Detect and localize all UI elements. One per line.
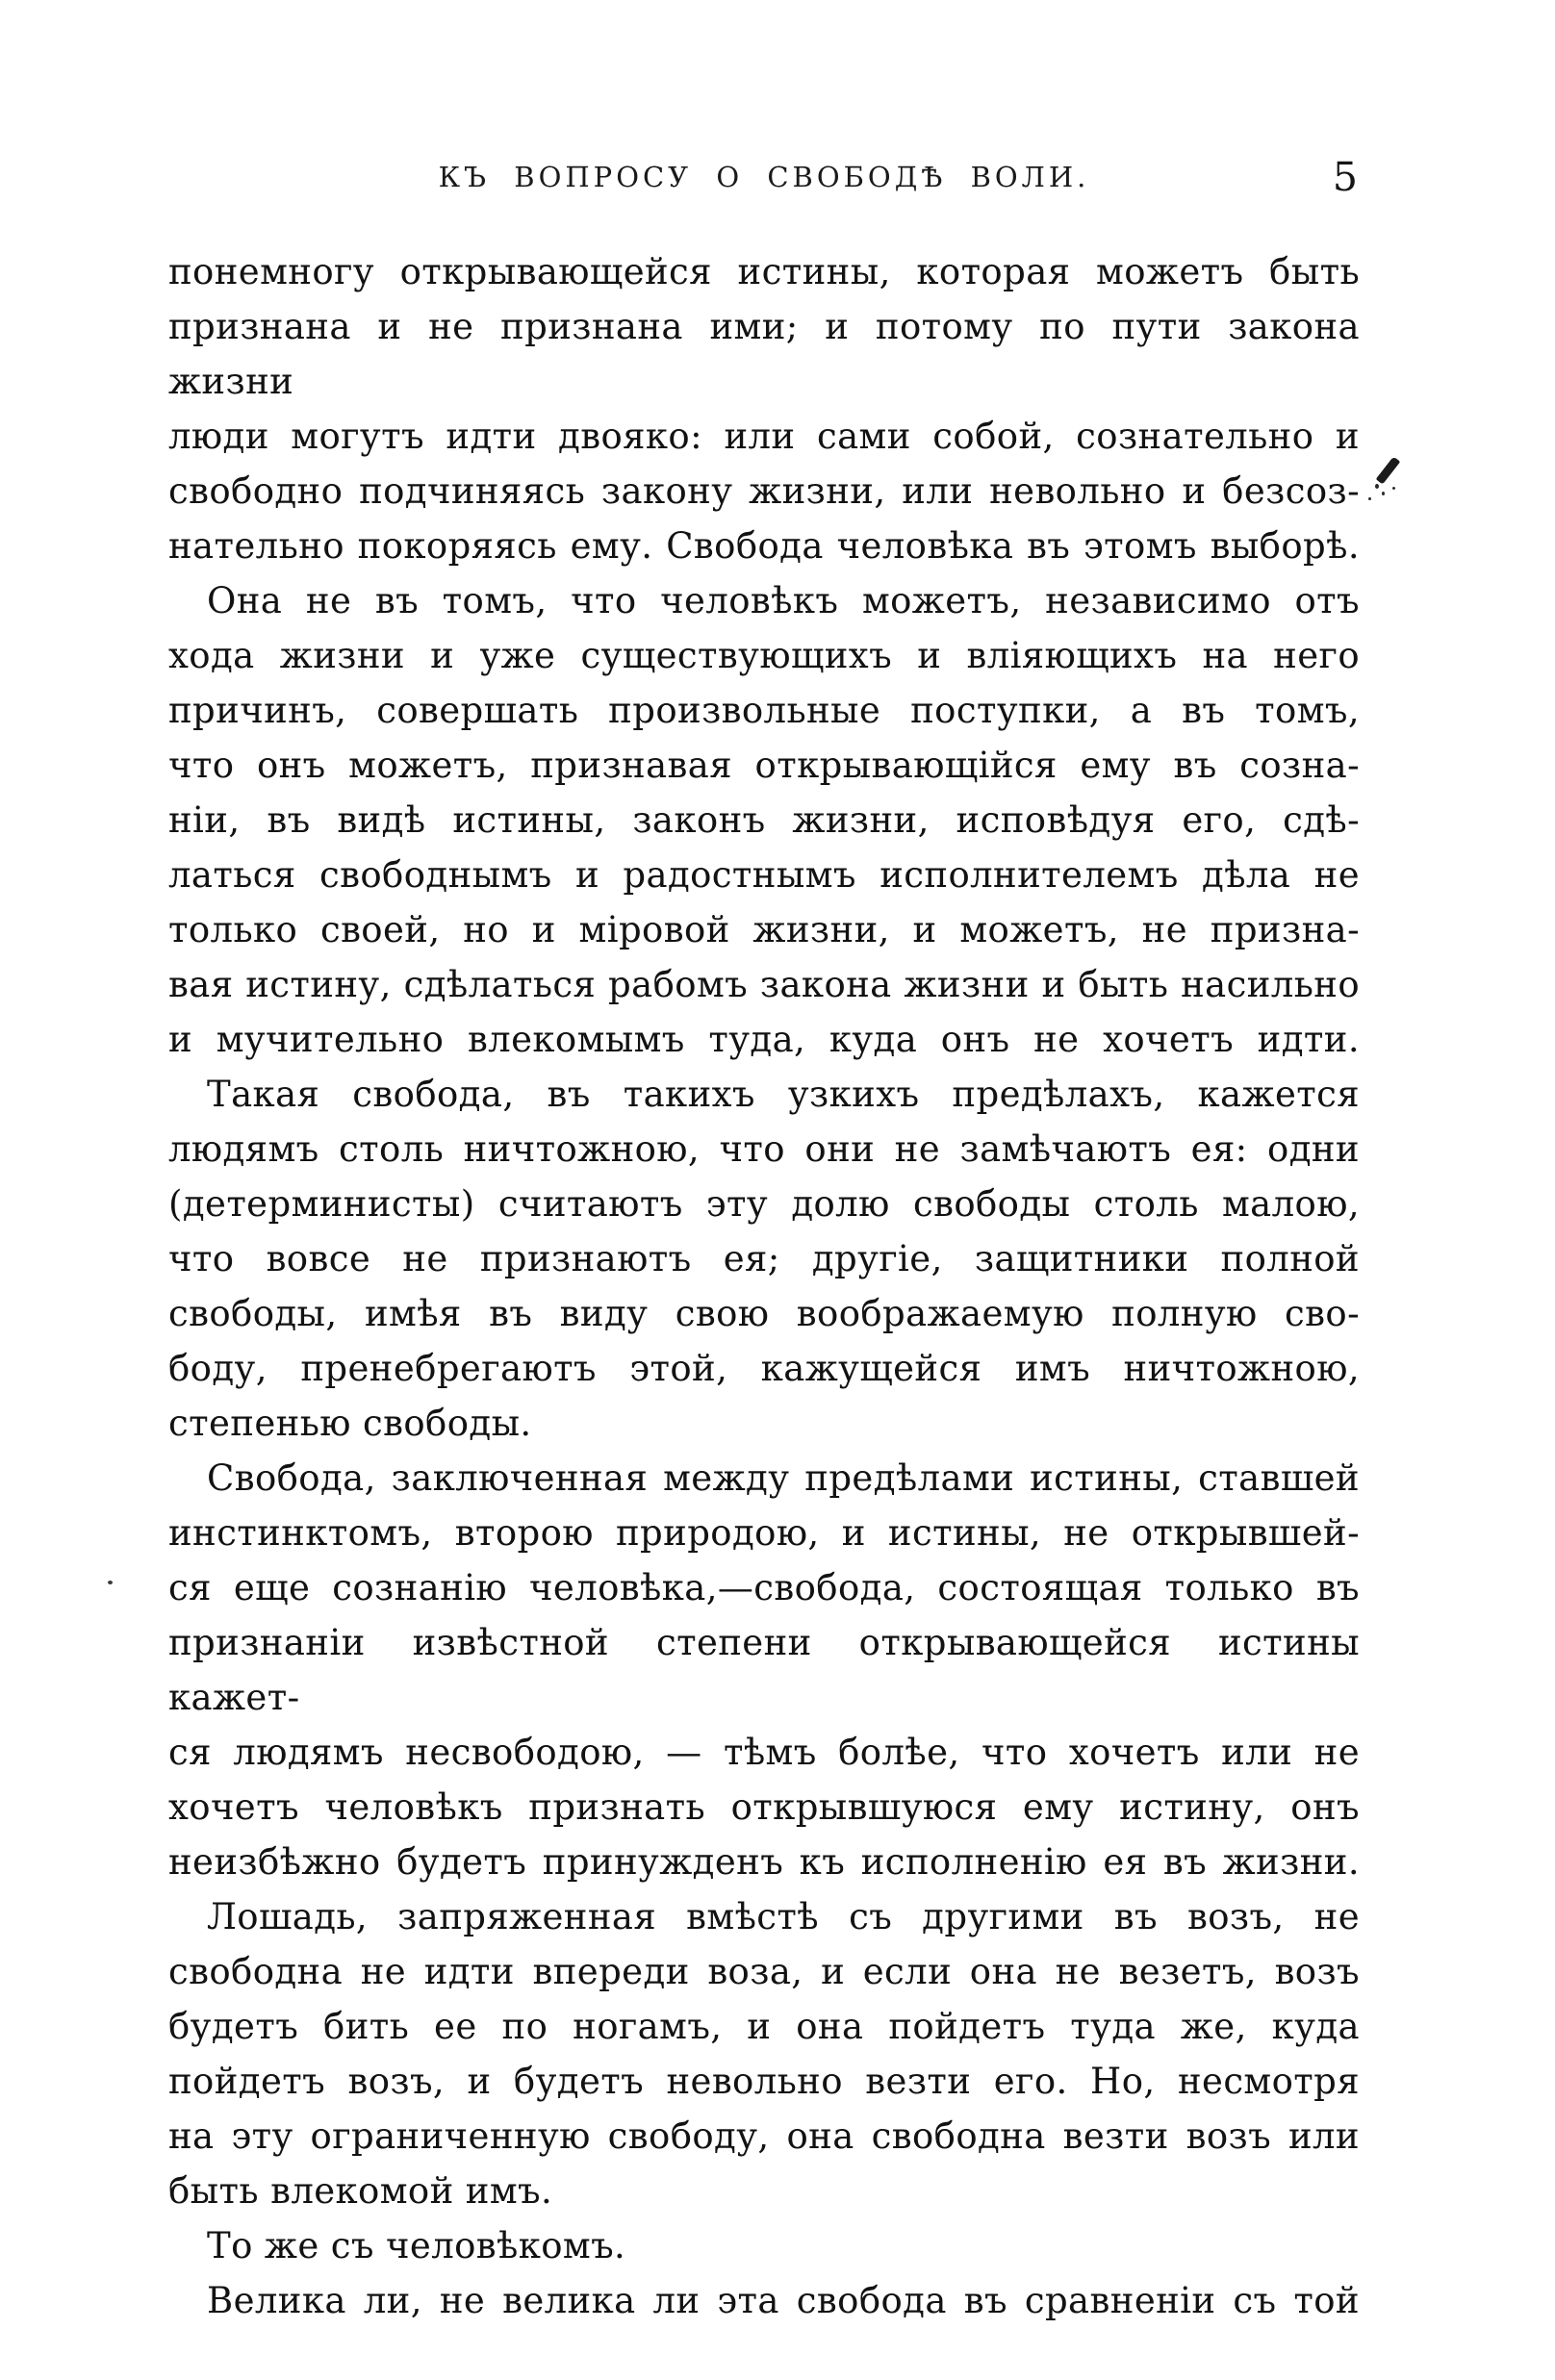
text-line: латься свободнымъ и радостнымъ исполнителемъ дѣла не [168, 854, 1360, 896]
text-line: инстинктомъ, второю природою, и истины, не открывшей- [168, 1512, 1360, 1554]
text-line: что онъ можетъ, признавая открывающійся ему въ созна- [168, 745, 1360, 786]
text-line: ся людямъ несвободою, — тѣмъ болѣе, что хочетъ или не [168, 1732, 1360, 1773]
text-line: (детерминисты) считаютъ эту долю свободы столь малою, [168, 1183, 1360, 1225]
text-line: быть влекомой имъ. [168, 2170, 553, 2212]
ink-speck [1375, 484, 1379, 489]
text-line: хода жизни и уже существующихъ и вліяющихъ на него [168, 635, 1360, 676]
text-line: пойдетъ возъ, и будетъ невольно везти его. Но, несмотря [168, 2061, 1360, 2102]
text-line: Велика ли, не велика ли эта свобода въ сравненіи съ той [207, 2280, 1360, 2321]
ink-speck [108, 1581, 113, 1584]
text-line: боду, пренебрегаютъ этой, кажущейся имъ ничтожною, [168, 1348, 1360, 1389]
text-line: ніи, въ видѣ истины, законъ жизни, исповѣдуя его, сдѣ- [168, 799, 1360, 841]
page-number: 5 [1332, 154, 1358, 200]
text-line: То же съ человѣкомъ. [207, 2225, 626, 2266]
text-line: понемногу открывающейся истины, которая можетъ быть [168, 251, 1360, 292]
text-line: Лошадь, запряженная вмѣстѣ съ другими въ возъ, не [207, 1896, 1360, 1937]
text-line: будетъ бить ее по ногамъ, и она пойдетъ туда же, куда [168, 2006, 1360, 2047]
pen-mark-annotation [1376, 456, 1401, 484]
text-line: Такая свобода, въ такихъ узкихъ предѣлахъ, кажется [207, 1074, 1360, 1115]
text-line: свободно подчиняясь закону жизни, или невольно и безсоз- [168, 470, 1360, 512]
text-line: на эту ограниченную свободу, она свободна везти возъ или [168, 2115, 1360, 2157]
text-line: вая истину, сдѣлаться рабомъ закона жизни и быть насильно [168, 964, 1360, 1005]
text-line: нательно покоряясь ему. Свобода человѣка въ этомъ выборѣ. [168, 525, 1360, 567]
text-line: Она не въ томъ, что человѣкъ можетъ, независимо отъ [207, 580, 1360, 621]
text-line: Свобода, заключенная между предѣлами истины, ставшей [207, 1457, 1360, 1499]
text-line: неизбѣжно будетъ принужденъ къ исполненію ея въ жизни. [168, 1841, 1360, 1883]
text-line: и мучительно влекомымъ туда, куда онъ не хочетъ идти. [168, 1019, 1360, 1060]
text-line: признана и не признана ими; и потому по пути закона жизни [168, 306, 1360, 402]
text-line: свободна не идти впереди воза, и если она не везетъ, возъ [168, 1951, 1360, 1992]
text-line: люди могутъ идти двояко: или сами собой, сознательно и [168, 416, 1360, 457]
text-line: свободы, имѣя въ виду свою воображаемую полную сво- [168, 1293, 1360, 1334]
text-line: причинъ, совершать произвольные поступки, а въ томъ, [168, 690, 1360, 731]
text-line: только своей, но и міровой жизни, и можетъ, не призна- [168, 909, 1360, 950]
ink-speck [1382, 492, 1385, 495]
text-line: что вовсе не признаютъ ея; другіе, защитники полной [168, 1238, 1360, 1279]
text-line: ся еще сознанію человѣка,—свобода, состоящая только въ [168, 1567, 1360, 1608]
page-header-title: КЪ ВОПРОСУ О СВОБОДѢ ВОЛИ. [438, 161, 1090, 193]
text-line: степенью свободы. [168, 1403, 532, 1444]
page-body-text [168, 244, 1360, 2328]
text-line: признаніи извѣстной степени открывающейся истины кажет- [168, 1622, 1360, 1718]
ink-speck [1392, 487, 1396, 491]
ink-speck [1368, 497, 1371, 500]
text-line: хочетъ человѣкъ признать открывшуюся ему истину, онъ [168, 1786, 1360, 1828]
running-header [168, 154, 1360, 200]
text-line: людямъ столь ничтожною, что они не замѣчаютъ ея: одни [168, 1128, 1360, 1170]
